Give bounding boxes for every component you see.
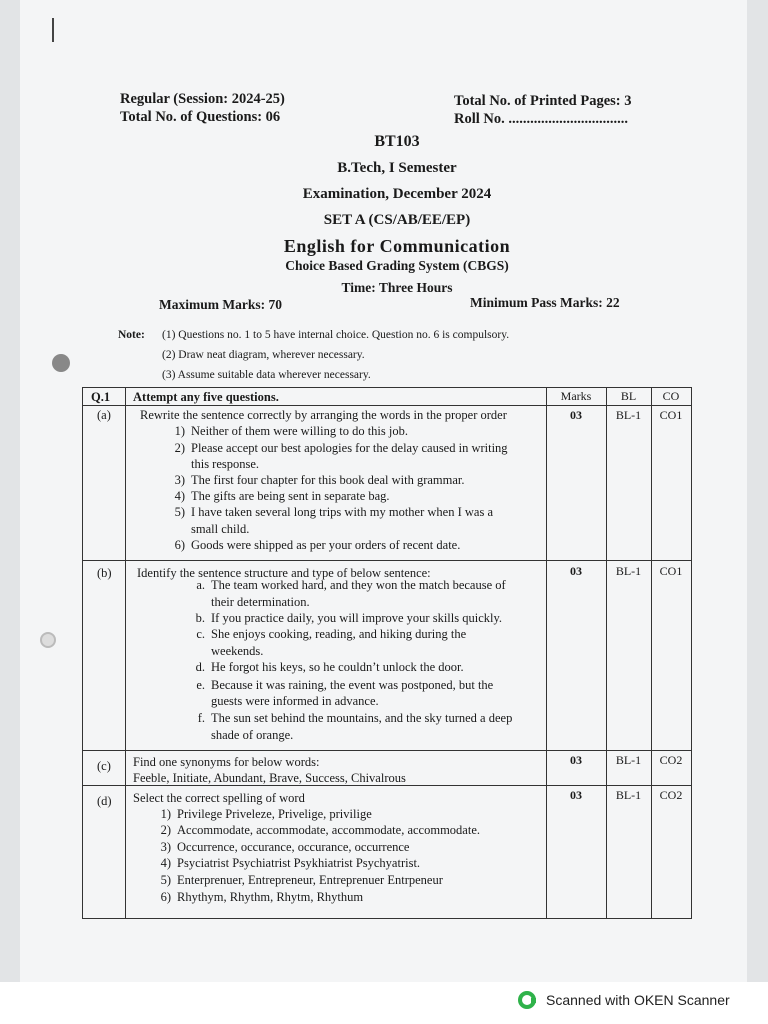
list-item: 3) Occurrence, occurance, occurance, occurrence	[160, 840, 410, 854]
roll-number: Roll No. .................................	[454, 111, 628, 127]
scanner-watermark	[518, 991, 730, 1009]
part-a-co: CO1	[659, 408, 683, 422]
note-label: Note:	[118, 329, 145, 341]
list-item: this response.	[191, 457, 260, 471]
part-c-marks: 03	[570, 753, 582, 767]
question-number: Q.1	[91, 390, 111, 404]
part-d-co: CO2	[659, 788, 683, 802]
punch-hole-bottom	[40, 632, 56, 648]
list-item: 4) Psyciatrist Psychiatrist Psykhiatrist Psychyatrist.	[160, 856, 421, 870]
part-d-bl: BL-1	[615, 788, 642, 802]
oken-scanner-logo-icon	[518, 991, 536, 1009]
note-2: (2) Draw neat diagram, wherever necessary.	[162, 349, 365, 361]
list-item: their determination.	[211, 595, 310, 609]
marks-column-header: Marks	[560, 389, 592, 403]
part-a-bl: BL-1	[615, 408, 642, 422]
total-questions: Total No. of Questions: 06	[120, 109, 281, 125]
list-item: e. Because it was raining, the event was postponed, but the	[196, 678, 494, 692]
exam-time: Time: Three Hours	[341, 280, 453, 295]
list-item: b. If you practice daily, you will improve your skills quickly.	[195, 611, 503, 625]
list-item: 2) Accommodate, accommodate, accommodate, accommodate.	[160, 823, 480, 837]
list-item: 4) The gifts are being sent in separate bag.	[174, 489, 390, 503]
scanner-text: Scanned with OKEN Scanner	[546, 992, 730, 1008]
examination: Examination, December 2024	[302, 186, 492, 202]
part-d-question: Select the correct spelling of word	[133, 791, 305, 805]
list-item: c. She enjoys cooking, reading, and hiking during the	[196, 627, 467, 641]
part-a-label: (a)	[97, 408, 111, 422]
program: B.Tech, I Semester	[337, 160, 457, 176]
subject-title: English for Communication	[283, 236, 511, 256]
set-label: SET A (CS/AB/EE/EP)	[323, 212, 471, 228]
list-item: 1) Neither of them were willing to do this job.	[174, 424, 408, 438]
part-b-co: CO1	[659, 564, 683, 578]
list-item: 5) Enterprenuer, Entrepreneur, Entreprenuer Entrpeneur	[160, 873, 443, 887]
part-c-bl: BL-1	[615, 753, 642, 767]
part-c-words: Feeble, Initiate, Abundant, Brave, Success, Chivalrous	[133, 771, 406, 785]
list-item: d. He forgot his keys, so he couldn’t unlock the door.	[195, 660, 464, 674]
punch-hole-top	[52, 354, 70, 372]
co-column-header: CO	[662, 389, 680, 403]
part-c-question: Find one synonyms for below words:	[133, 755, 320, 769]
list-item: 1) Privilege Priveleze, Privelige, privilige	[160, 807, 372, 821]
question-instruction: Attempt any five questions.	[133, 390, 279, 404]
list-item: 6) Rhythym, Rhythm, Rhytm, Rhythum	[160, 890, 364, 904]
list-item: small child.	[191, 522, 250, 536]
part-a-question: Rewrite the sentence correctly by arranging the words in the proper order	[140, 408, 507, 422]
list-item: 6) Goods were shipped as per your orders of recent date.	[174, 538, 461, 552]
part-b-label: (b)	[97, 566, 112, 580]
list-item: shade of orange.	[211, 728, 294, 742]
part-d-marks: 03	[570, 788, 582, 802]
part-d-label: (d)	[97, 794, 112, 808]
list-item: weekends.	[211, 644, 264, 658]
question-table	[82, 387, 692, 919]
note-1: (1) Questions no. 1 to 5 have internal choice. Question no. 6 is compulsory.	[162, 329, 510, 341]
minimum-pass-marks: Minimum Pass Marks: 22	[470, 295, 620, 310]
session-label: Regular (Session: 2024-25)	[120, 91, 285, 107]
part-a-marks: 03	[570, 408, 582, 422]
list-item: guests were informed in advance.	[211, 694, 379, 708]
part-c-label: (c)	[97, 759, 111, 773]
part-b-bl: BL-1	[615, 564, 642, 578]
paper-code: BT103	[374, 133, 420, 150]
list-item: 5) I have taken several long trips with my mother when I was a	[174, 505, 493, 519]
printed-pages: Total No. of Printed Pages: 3	[454, 93, 632, 109]
bl-column-header: BL	[620, 389, 637, 403]
list-item: 3) The first four chapter for this book deal with grammar.	[174, 473, 465, 487]
note-3: (3) Assume suitable data wherever necessary.	[162, 369, 371, 381]
part-c-co: CO2	[659, 753, 683, 767]
scan-edge-mark	[52, 18, 54, 42]
maximum-marks: Maximum Marks: 70	[159, 297, 282, 312]
part-b-marks: 03	[570, 564, 582, 578]
list-item: f. The sun set behind the mountains, and the sky turned a deep	[197, 711, 513, 725]
part-b-question: Identify the sentence structure and type of below sentence:	[137, 566, 431, 580]
list-item: 2) Please accept our best apologies for the delay caused in writing	[174, 441, 508, 455]
list-item: a. The team worked hard, and they won the match because of	[196, 578, 506, 592]
grading-system: Choice Based Grading System (CBGS)	[285, 258, 509, 273]
